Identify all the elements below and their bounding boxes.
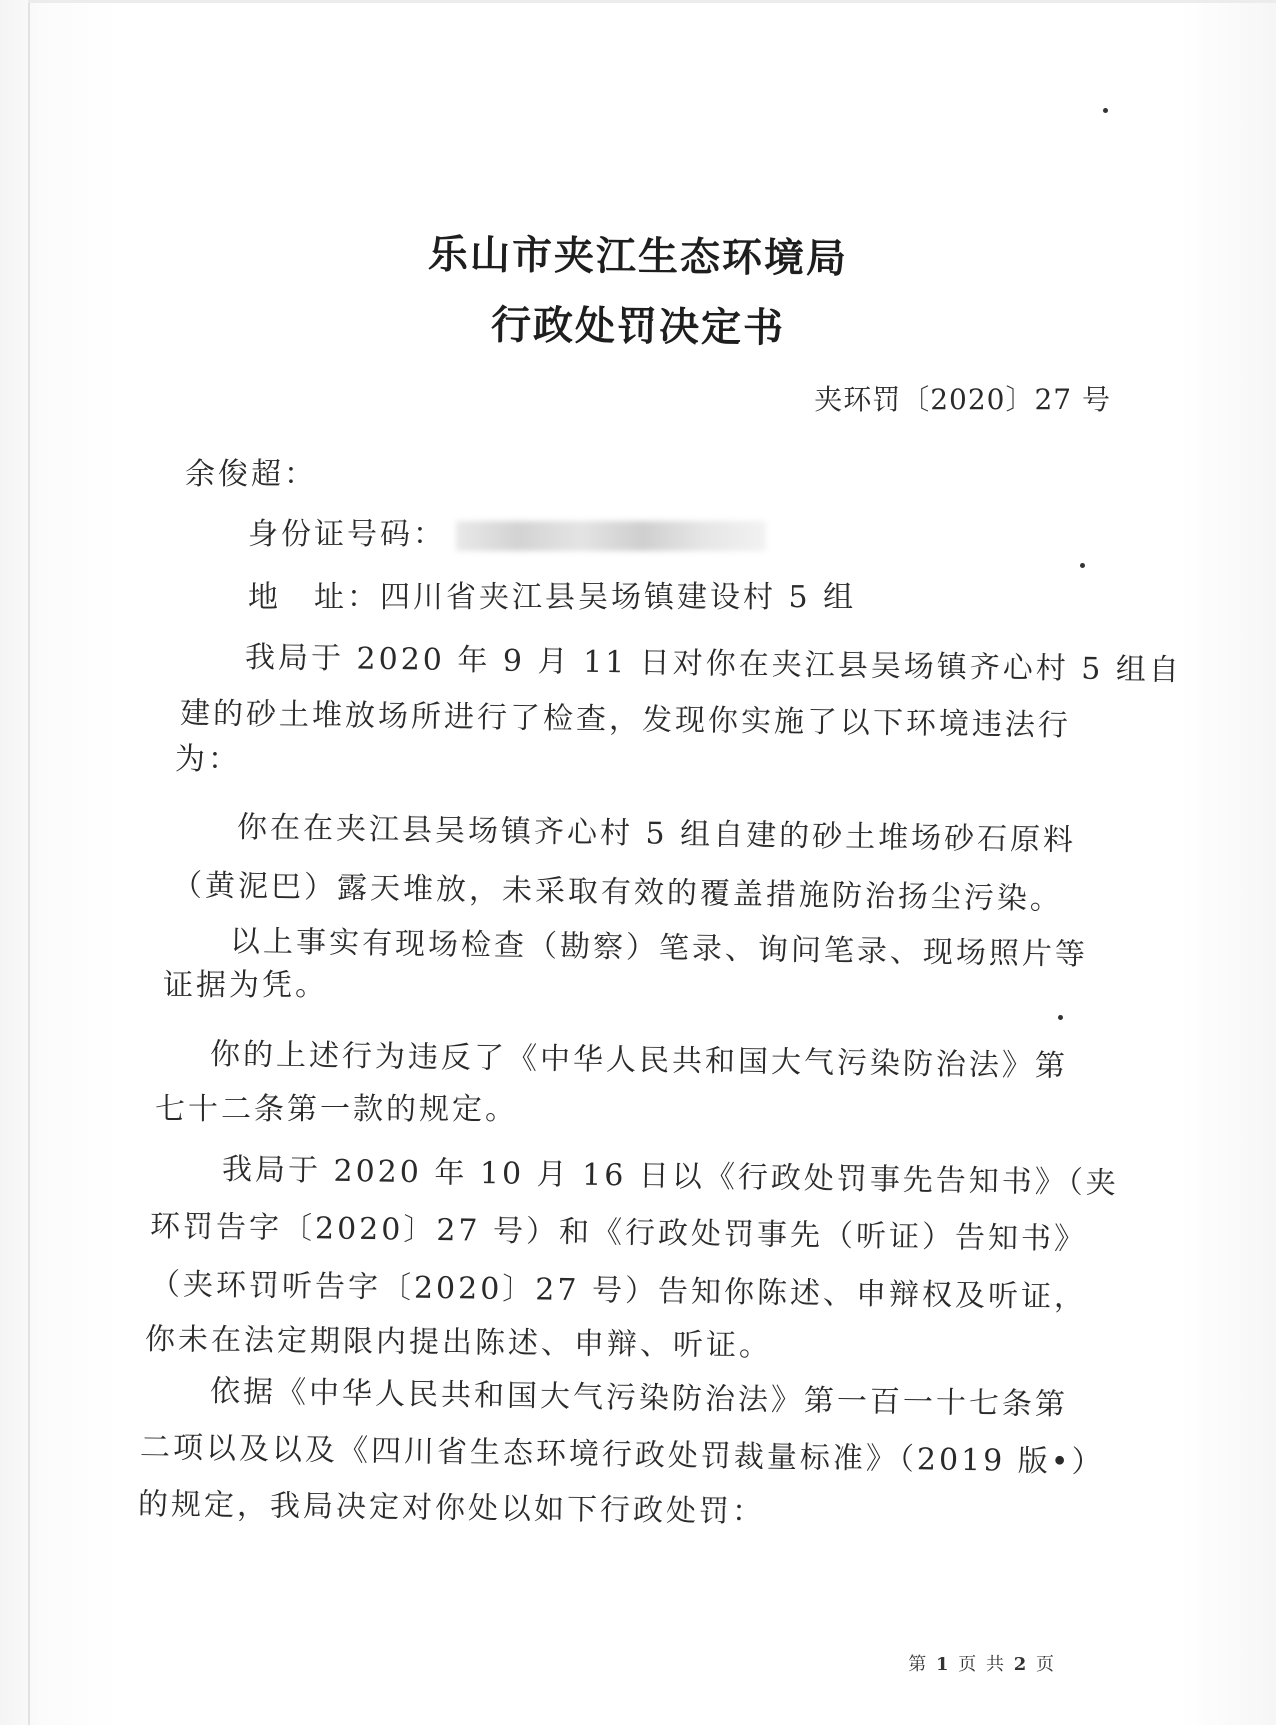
- paragraph-3-line-2: 证据为凭。: [163, 968, 328, 1003]
- id-number-row: [248, 515, 766, 555]
- paragraph-6-line-1: 依据《中华人民共和国大气污染防治法》第一百一十七条第: [209, 1374, 1069, 1423]
- footer-suffix: 页: [1036, 1654, 1056, 1675]
- paragraph-5-line-1: 我局于 2020 年 10 月 16 日以《行政处罚事先告知书》（夹: [221, 1152, 1120, 1202]
- paragraph-1-line-1: 我局于 2020 年 9 月 11 日对你在夹江县吴场镇齐心村 5 组自: [244, 640, 1183, 689]
- scan-top-edge: [28, 0, 1276, 3]
- footer-total-pages: 2: [1013, 1654, 1029, 1675]
- paragraph-4-line-1: 你的上述行为违反了《中华人民共和国大气污染防治法》第: [209, 1037, 1069, 1084]
- scan-speck: [1103, 108, 1108, 113]
- paragraph-2-line-1: 你在在夹江县吴场镇齐心村 5 组自建的砂土堆场砂石原料: [236, 810, 1077, 859]
- id-number-label: 身份证号码：: [248, 517, 446, 552]
- agency-title: 乐山市夹江生态环境局: [427, 231, 849, 283]
- paragraph-4-line-2: 七十二条第一款的规定。: [155, 1092, 518, 1127]
- paragraph-2-line-2: （黄泥巴）露天堆放，未采取有效的覆盖措施防治扬尘污染。: [171, 868, 1064, 917]
- scan-speck: [1058, 1015, 1063, 1020]
- addressee-name: 余俊超：: [185, 457, 317, 492]
- scan-speck: [1080, 563, 1085, 568]
- document-type-title: 行政处罚决定书: [490, 302, 786, 352]
- paragraph-5-line-3: （夹环罚听告字〔2020〕27 号）告知你陈述、申辩权及听证，: [149, 1267, 1088, 1316]
- paragraph-6-line-3: 的规定，我局决定对你处以如下行政处罚：: [137, 1487, 766, 1530]
- paragraph-1-line-3: 为：: [175, 742, 241, 777]
- paragraph-6-line-2: 二项以及以及《四川省生态环境行政处罚裁量标准》（2019 版•）: [139, 1430, 1105, 1481]
- footer-current-page: 1: [936, 1654, 951, 1675]
- paragraph-1-line-2: 建的砂土堆放场所进行了检查，发现你实施了以下环境违法行: [179, 696, 1072, 744]
- address-label: 地 址：: [248, 580, 380, 615]
- footer-middle: 页 共: [958, 1654, 1006, 1675]
- redacted-id-number: [456, 521, 766, 551]
- address-value: 四川省夹江县吴场镇建设村 5 组: [380, 580, 857, 615]
- document-number: 夹环罚〔2020〕27 号: [814, 383, 1111, 416]
- address-row: [248, 578, 856, 618]
- paragraph-3-line-1: 以上事实有现场检查（勘察）笔录、询问笔录、现场照片等: [229, 924, 1089, 973]
- paragraph-5-line-4: 你未在法定期限内提出陈述、申辩、听证。: [144, 1322, 773, 1364]
- paragraph-5-line-2: 环罚告字〔2020〕27 号）和《行政处罚事先（听证）告知书》: [149, 1209, 1088, 1258]
- page-number-footer: [908, 1650, 1056, 1676]
- footer-prefix: 第: [908, 1654, 929, 1675]
